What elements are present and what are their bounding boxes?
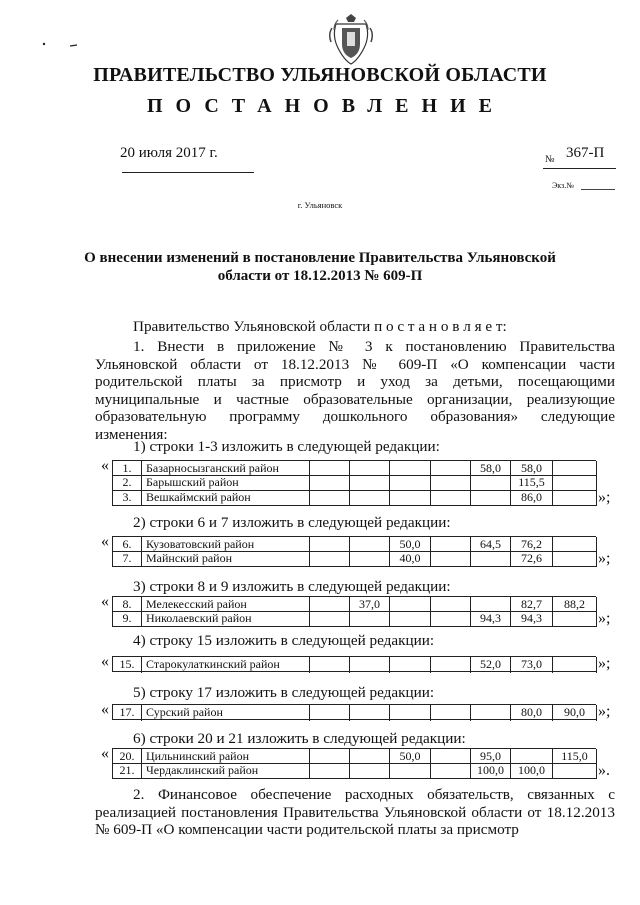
- table-row: [112, 551, 596, 567]
- value-cell: 50,0: [390, 749, 431, 765]
- district-name: Майнский район: [142, 551, 310, 567]
- copy-label: Экз.№: [552, 181, 574, 190]
- government-heading: ПРАВИТЕЛЬСТВО УЛЬЯНОВСКОЙ ОБЛАСТИ: [93, 64, 547, 86]
- scan-specks: [40, 40, 100, 50]
- value-cell: 52,0: [471, 657, 511, 673]
- row-number: 9.: [113, 611, 142, 627]
- value-cell: [471, 475, 511, 491]
- value-cell: 94,3: [511, 611, 553, 627]
- value-cell: [471, 490, 511, 506]
- row-number: 20.: [113, 749, 142, 765]
- value-cell: [431, 763, 471, 779]
- row-number: 7.: [113, 551, 142, 567]
- open-quote: «: [101, 653, 109, 670]
- row-number: 15.: [113, 657, 142, 673]
- row-number: 2.: [113, 475, 142, 491]
- value-cell: [553, 490, 597, 506]
- value-cell: [390, 763, 431, 779]
- decree-heading: ПОСТАНОВЛЕНИЕ: [147, 95, 505, 117]
- value-cell: [471, 705, 511, 721]
- district-name: Кузоватовский район: [142, 537, 310, 553]
- value-cell: [310, 657, 350, 673]
- value-cell: 64,5: [471, 537, 511, 553]
- open-quote: «: [101, 745, 109, 762]
- value-cell: 94,3: [471, 611, 511, 627]
- row-number: 8.: [113, 597, 142, 613]
- district-name: Чердаклинский район: [142, 763, 310, 779]
- value-cell: 82,7: [511, 597, 553, 613]
- value-cell: [390, 705, 431, 721]
- intro-paragraph: Правительство Ульяновской области п о с т а н о в л я е т:: [133, 318, 507, 335]
- value-cell: 88,2: [553, 597, 597, 613]
- value-cell: [350, 490, 390, 506]
- value-cell: [431, 657, 471, 673]
- district-name: Мелекесский район: [142, 597, 310, 613]
- value-cell: [310, 490, 350, 506]
- open-quote: «: [101, 533, 109, 550]
- district-name: Барышский район: [142, 475, 310, 491]
- close-quote: »;: [598, 489, 611, 506]
- value-cell: [310, 705, 350, 721]
- value-cell: [310, 763, 350, 779]
- value-cell: 100,0: [511, 763, 553, 779]
- row-number: 17.: [113, 705, 142, 721]
- table-row: [112, 460, 596, 476]
- value-cell: [390, 611, 431, 627]
- value-cell: [553, 475, 597, 491]
- open-quote: «: [101, 457, 109, 474]
- close-quote: »;: [598, 610, 611, 627]
- value-cell: [350, 657, 390, 673]
- value-cell: [553, 763, 597, 779]
- decree-number: 367-П: [566, 145, 605, 161]
- value-cell: 90,0: [553, 705, 597, 721]
- district-name: Старокулаткинский район: [142, 657, 310, 673]
- value-cell: 115,0: [553, 749, 597, 765]
- value-cell: 95,0: [471, 749, 511, 765]
- value-cell: 37,0: [350, 597, 390, 613]
- number-underline: [543, 168, 616, 169]
- open-quote: «: [101, 593, 109, 610]
- district-name: Базарносызганский район: [142, 461, 310, 477]
- value-cell: [390, 475, 431, 491]
- value-cell: 72,6: [511, 551, 553, 567]
- district-name: Сурский район: [142, 705, 310, 721]
- row-number: 1.: [113, 461, 142, 477]
- value-cell: [350, 475, 390, 491]
- table-row: [112, 536, 596, 552]
- value-cell: [471, 551, 511, 567]
- amendment-label: 2) строки 6 и 7 изложить в следующей редакции:: [133, 514, 451, 531]
- row-number: 6.: [113, 537, 142, 553]
- value-cell: [310, 611, 350, 627]
- table-row: [112, 748, 596, 764]
- district-name: Вешкаймский район: [142, 490, 310, 506]
- value-cell: [431, 490, 471, 506]
- value-cell: 100,0: [471, 763, 511, 779]
- value-cell: [553, 551, 597, 567]
- value-cell: [350, 705, 390, 721]
- value-cell: [390, 657, 431, 673]
- value-cell: 115,5: [511, 475, 553, 491]
- value-cell: 86,0: [511, 490, 553, 506]
- amendment-label: 3) строки 8 и 9 изложить в следующей редакции:: [133, 578, 451, 595]
- amendment-label: 6) строки 20 и 21 изложить в следующей редакции:: [133, 730, 466, 747]
- value-cell: [431, 551, 471, 567]
- table-row: [112, 490, 596, 506]
- district-name: Николаевский район: [142, 611, 310, 627]
- amendment-label: 4) строку 15 изложить в следующей редакции:: [133, 632, 435, 649]
- amendment-label: 1) строки 1-3 изложить в следующей редакции:: [133, 438, 440, 455]
- value-cell: [310, 475, 350, 491]
- value-cell: [390, 490, 431, 506]
- value-cell: 50,0: [390, 537, 431, 553]
- value-cell: [431, 705, 471, 721]
- copy-underline: [581, 189, 615, 190]
- date-underline: [122, 172, 254, 173]
- table-row: [112, 656, 596, 672]
- open-quote: «: [101, 701, 109, 718]
- item-1-paragraph: 1. Внести в приложение № 3 к постановлению Правительства Ульяновской области от 18.12.2013 № 609-П «О компенсации части родительской платы за присмотр и уход за детьми, посещающими муниципальные и частные образовательные организации, реализующие образовательную программу дошкольного образования» следующие изменения:: [95, 338, 615, 443]
- close-quote: »;: [598, 550, 611, 567]
- district-name: Цильнинский район: [142, 749, 310, 765]
- value-cell: [350, 763, 390, 779]
- value-cell: [310, 551, 350, 567]
- item-2-paragraph: 2. Финансовое обеспечение расходных обязательств, связанных с реализацией постановления Правительства Ульяновской области от 18.12.2013 № 609-П «О компенсации части родительской платы за присмотр: [95, 786, 615, 839]
- row-number: 3.: [113, 490, 142, 506]
- table-row: [112, 475, 596, 491]
- value-cell: 76,2: [511, 537, 553, 553]
- value-cell: 58,0: [471, 461, 511, 477]
- value-cell: 80,0: [511, 705, 553, 721]
- number-label: №: [545, 154, 555, 165]
- table-row: [112, 611, 596, 627]
- coat-of-arms-emblem: [328, 14, 374, 66]
- decree-title: О внесении изменений в постановление Правительства Ульяновской области от 18.12.2013 № 609-П: [84, 250, 556, 284]
- city-label: г. Ульяновск: [297, 200, 343, 210]
- close-quote: ».: [598, 762, 610, 779]
- value-cell: [553, 611, 597, 627]
- decree-date: 20 июля 2017 г.: [120, 145, 218, 161]
- table-row: [112, 763, 596, 779]
- value-cell: [350, 551, 390, 567]
- value-cell: [350, 611, 390, 627]
- table-row: [112, 596, 596, 612]
- value-cell: 58,0: [511, 461, 553, 477]
- table-row: [112, 704, 596, 720]
- row-number: 21.: [113, 763, 142, 779]
- close-quote: »;: [598, 655, 611, 672]
- value-cell: 73,0: [511, 657, 553, 673]
- value-cell: 40,0: [390, 551, 431, 567]
- value-cell: [431, 611, 471, 627]
- value-cell: [431, 475, 471, 491]
- amendment-label: 5) строку 17 изложить в следующей редакции:: [133, 684, 435, 701]
- value-cell: [553, 657, 597, 673]
- close-quote: »;: [598, 703, 611, 720]
